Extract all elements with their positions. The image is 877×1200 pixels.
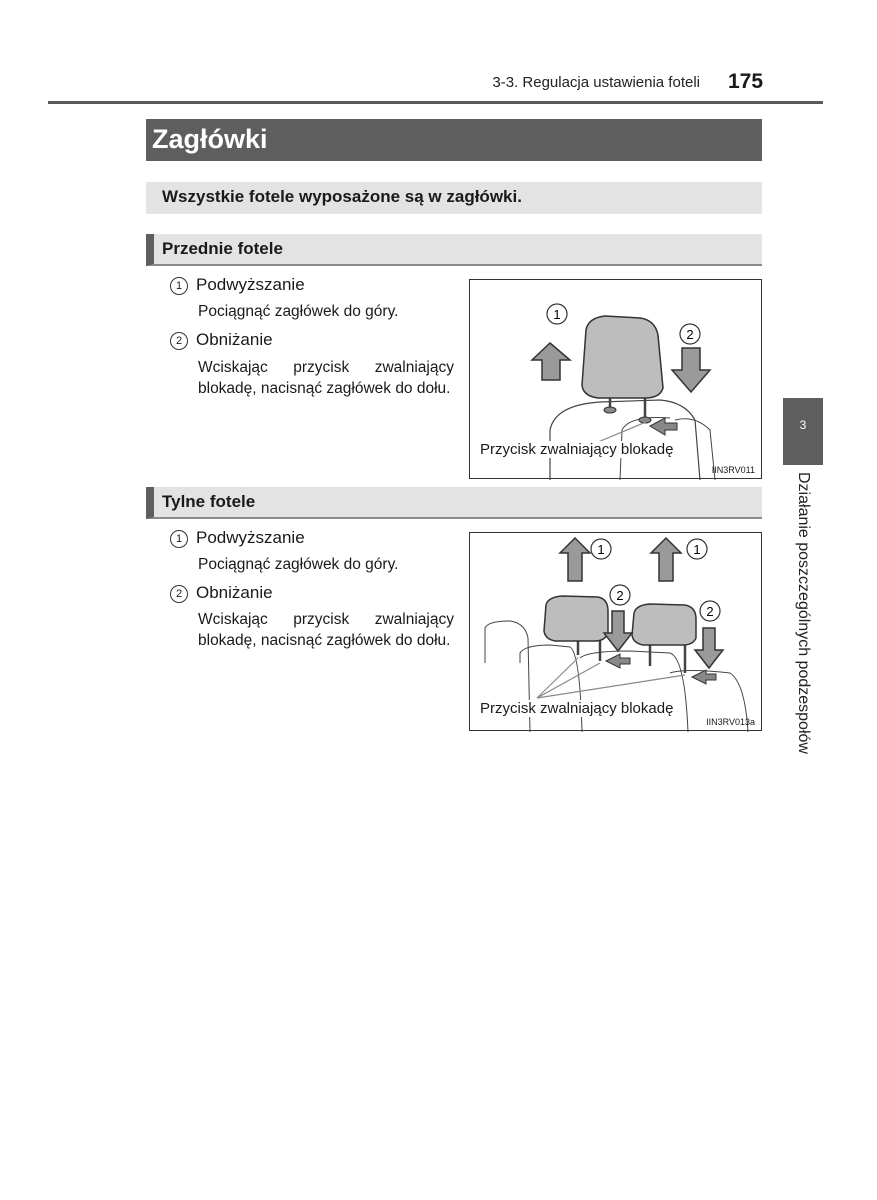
front-raise-text: Pociągnąć zagłówek do góry. (198, 303, 399, 320)
rear-lower-text: Wciskając przycisk zwalniający blokadę, nacisnąć zagłówek do dołu. (198, 611, 454, 649)
front-item-raise (170, 275, 305, 295)
header-rule (48, 101, 823, 104)
page-title: Zagłówki (146, 119, 762, 161)
front-raise-label: Podwyższanie (196, 275, 305, 294)
section-heading-rear: Tylne fotele (146, 487, 762, 519)
page-number: 175 (728, 70, 764, 93)
front-figure-label: Przycisk zwalniający blokadę (480, 441, 674, 458)
front-headrest-figure (469, 279, 762, 479)
figure-callout-2: 2 (706, 604, 714, 619)
circled-number-1: 1 (170, 277, 188, 295)
circled-number-1: 1 (170, 530, 188, 548)
rear-raise-label: Podwyższanie (196, 528, 305, 547)
figure-callout-1: 1 (597, 542, 605, 557)
rear-figure-label: Przycisk zwalniający blokadę (480, 700, 674, 717)
intro-text: Wszystkie fotele wyposażone są w zagłówki. (146, 182, 762, 214)
rear-raise-text: Pociągnąć zagłówek do góry. (198, 556, 399, 573)
circled-number-2: 2 (170, 332, 188, 350)
running-head: 3-3. Regulacja ustawienia foteli (492, 74, 700, 91)
rear-item-raise (170, 528, 305, 548)
figure-callout-1: 1 (553, 307, 561, 322)
figure-callout-2: 2 (616, 588, 624, 603)
rear-figure-code: IIN3RV013a (706, 717, 755, 727)
front-lower-label: Obniżanie (196, 330, 273, 349)
front-lower-text: Wciskając przycisk zwalniający blokadę, nacisnąć zagłówek do dołu. (198, 359, 454, 397)
rear-headrest-figure (469, 532, 762, 731)
front-figure-code: IIN3RV011 (711, 465, 755, 475)
section-heading-front: Przednie fotele (146, 234, 762, 266)
figure-callout-2: 2 (686, 327, 694, 342)
front-item-lower (170, 330, 273, 350)
chapter-title-vertical (783, 472, 823, 792)
chapter-tab: 3 (783, 398, 823, 465)
figure-callout-1: 1 (693, 542, 701, 557)
rear-item-lower (170, 583, 273, 603)
rear-lower-label: Obniżanie (196, 583, 273, 602)
chapter-title-text: Działanie poszczególnych podzespołów (795, 472, 812, 754)
circled-number-2: 2 (170, 585, 188, 603)
